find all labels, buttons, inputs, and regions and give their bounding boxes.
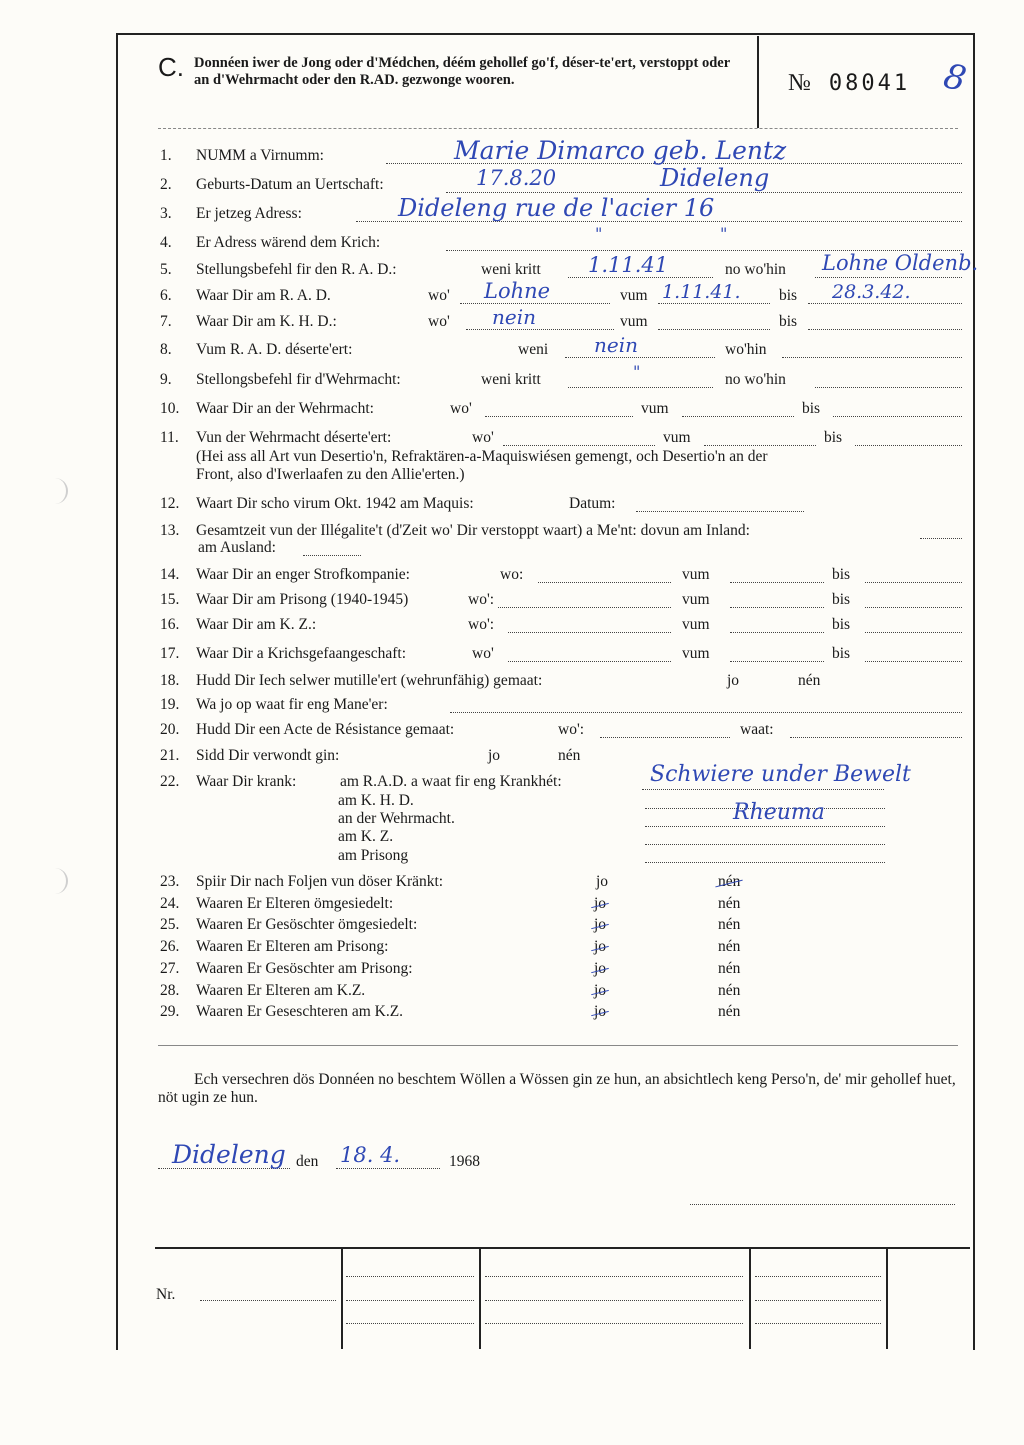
handwritten-rad-to: 28.3.42. [832, 281, 911, 303]
khd-from-field[interactable] [658, 329, 770, 330]
kz-to-field[interactable] [865, 632, 962, 633]
footer-cell[interactable] [755, 1323, 881, 1324]
illness-sub-label: am K. Z. [338, 828, 394, 845]
row-5: 5. Stellungsbefehl fir den R. A. D.: weni kritt no wo'hin [160, 261, 962, 279]
row-2: 2. Geburts-Datum an Uertschaft: [160, 176, 962, 194]
wehrmacht-desert-where-field[interactable] [503, 445, 655, 446]
no-option-struck[interactable]: nén [718, 873, 741, 890]
row-label: Hudd Dir Iech selwer mutille'ert (wehrunfähig) gemaat: [196, 672, 543, 689]
questions-separator [158, 1045, 958, 1046]
row-29: 29. Waaren Er Geseschteren am K.Z. nén [160, 1003, 741, 1020]
handwritten-khd: nein [492, 305, 536, 329]
section-letter: C. [158, 52, 184, 82]
strafkompanie-to-field[interactable] [865, 582, 962, 583]
row-label: Er Adress wärend dem Krich: [196, 234, 381, 251]
pow-where-field[interactable] [508, 661, 671, 662]
footer-col-rule [886, 1249, 888, 1349]
illness-sub-label: am K. H. D. [338, 792, 414, 809]
wehrmacht-to-field[interactable] [833, 416, 962, 417]
row-label: NUMM a Virnumm: [196, 147, 324, 164]
abroad-field[interactable] [303, 555, 361, 556]
yes-option-struck[interactable]: jo [594, 960, 607, 977]
footer-top-rule [155, 1247, 970, 1249]
handwritten-mark: 8 [940, 56, 970, 100]
no-option[interactable]: nén [558, 747, 581, 764]
row-label: Waaren Er Elteren am Prisong: [196, 938, 389, 955]
illness-sub-label: am Prisong [338, 847, 409, 864]
rad-date-field[interactable] [568, 277, 713, 278]
footer-cell[interactable] [755, 1300, 881, 1301]
handwritten-illness: Schwiere under Bewelt [650, 762, 911, 787]
yes-option-struck[interactable]: jo [594, 1003, 607, 1020]
handwritten-rad-served: Lohne [484, 279, 551, 303]
footer-cell[interactable] [346, 1323, 474, 1324]
row-label: Stellongsbefehl fir d'Wehrmacht: [196, 371, 401, 388]
illness-sub-label: an der Wehrmacht. [338, 810, 455, 827]
row-4: 4. Er Adress wärend dem Krich: [160, 234, 962, 252]
illness-field[interactable] [642, 789, 884, 790]
illness-field[interactable] [645, 862, 885, 863]
row-label: Waar Dir am Prisong (1940-1945) [196, 591, 409, 608]
footer-col-rule [479, 1249, 481, 1349]
row-24: 24. Waaren Er Elteren ömgesiedelt: nén [160, 895, 741, 912]
row-13-abroad: am Ausland: [198, 539, 276, 556]
row-label: Stellungsbefehl fir den R. A. D.: [196, 261, 397, 278]
row-28: 28. Waaren Er Elteren am K.Z. nén [160, 982, 741, 999]
yes-option-struck[interactable]: jo [594, 938, 607, 955]
footer-cell[interactable] [485, 1323, 743, 1324]
row-label: Geburts-Datum an Uertschaft: [196, 176, 384, 193]
footer-cell[interactable] [346, 1276, 474, 1277]
resistance-where-field[interactable] [600, 737, 730, 738]
prison-where-field[interactable] [498, 607, 671, 608]
footer-cell[interactable] [755, 1276, 881, 1277]
row-label: Wa jo op waat fir eng Mane'er: [196, 696, 388, 713]
pow-from-field[interactable] [730, 661, 824, 662]
rad-where-field[interactable] [815, 277, 962, 278]
handwritten-rad-date: 1.11.41 [588, 253, 669, 277]
row-17: 17. Waar Dir a Krichsgefaangeschaft: wo' vum bis [160, 645, 962, 663]
rad-to-field[interactable] [808, 303, 962, 304]
row-15: 15. Waar Dir am Prisong (1940-1945) wo': vum bis [160, 591, 962, 609]
maquis-date-field[interactable] [636, 511, 804, 512]
footer-cell[interactable] [485, 1276, 743, 1277]
wehrmacht-served-field[interactable] [485, 416, 633, 417]
yes-option[interactable]: jo [596, 873, 609, 890]
row-label: Waar Dir am R. A. D. [196, 287, 331, 304]
wehrmacht-order-field[interactable] [568, 387, 713, 388]
footer-col-rule [341, 1249, 343, 1349]
row-label: Waaren Er Gesöschter ömgesiedelt: [196, 916, 418, 933]
row-16: 16. Waar Dir am K. Z.: wo': vum bis [160, 616, 962, 634]
no-option[interactable]: nén [718, 916, 741, 933]
yes-option-struck[interactable]: jo [594, 895, 607, 912]
section-title: Donnéen iwer de Jong oder d'Médchen, déém gehollef go'f, déser-te'ert, verstoppt oder an d'Wehrmacht oder den R.AD. gezwonge wooren. [194, 55, 730, 88]
resistance-what-field[interactable] [790, 737, 962, 738]
row-21: 21. Sidd Dir verwondt gin: jo nén [160, 747, 581, 764]
rad-from-field[interactable] [658, 303, 770, 304]
footer-nr-field[interactable] [200, 1300, 336, 1301]
kz-from-field[interactable] [730, 632, 824, 633]
birth-field[interactable] [446, 192, 962, 193]
handwritten-illness-2: Rheuma [733, 800, 825, 825]
day-month-field[interactable] [336, 1168, 440, 1169]
row-25: 25. Waaren Er Gesöschter ömgesiedelt: nén [160, 916, 741, 933]
punch-hole [52, 478, 68, 504]
row-3: 3. Er jetzeg Adress: [160, 205, 962, 223]
khd-where-field[interactable] [466, 329, 614, 330]
no-option[interactable]: nén [718, 895, 741, 912]
rad-served-field[interactable] [460, 303, 610, 304]
inland-field[interactable] [920, 538, 962, 539]
handwritten-rad-where: Lohne Oldenb. [822, 251, 979, 275]
number-sign: № [788, 70, 811, 96]
no-option[interactable]: nén [718, 938, 741, 955]
row-label: Waar Dir am K. Z.: [196, 616, 317, 633]
row-label: Waar Dir am K. H. D.: [196, 313, 337, 330]
row-19: 19. Wa jo op waat fir eng Mane'er: [160, 696, 962, 714]
row-6: 6. Waar Dir am R. A. D. wo' vum bis [160, 287, 962, 305]
row-label: Gesamtzeit vun der Illégalite't (d'Zeit wo' Dir verstoppt waart) a Me'nt: dovun am Inland: [196, 522, 750, 539]
illness-field[interactable] [645, 826, 885, 827]
yes-option[interactable]: jo [488, 747, 501, 764]
date-year: 1968 [449, 1153, 480, 1170]
row-12: 12. Waart Dir scho virum Okt. 1942 am Maquis: Datum: [160, 495, 962, 513]
row-11-note: (Hei ass all Art vun Desertio'n, Refraktären-a-Maquiswiésen gemengt, och Desertio'n an der [196, 448, 768, 465]
row-label: Waaren Er Elteren am K.Z. [196, 982, 366, 999]
illness-field[interactable] [645, 844, 885, 845]
wehrmacht-desert-to-field[interactable] [855, 445, 962, 446]
row-13: 13. Gesamtzeit vun der Illégalite't (d'Zeit wo' Dir verstoppt waart) a Me'nt: dovun am Inland: [160, 522, 962, 540]
row-20: 20. Hudd Dir een Acte de Résistance gemaat: wo': waat: [160, 721, 962, 739]
row-label: Waar Dir a Krichsgefaangeschaft: [196, 645, 407, 662]
footer-cell[interactable] [346, 1300, 474, 1301]
handwritten-rad-from: 1.11.41. [662, 281, 741, 303]
handwritten-ditto: " [633, 362, 641, 381]
row-27: 27. Waaren Er Gesöschter am Prisong: nén [160, 960, 741, 977]
row-label: Er jetzeg Adress: [196, 205, 302, 222]
footer-cell[interactable] [485, 1300, 743, 1301]
date-den-label: den [296, 1153, 319, 1170]
row-1: 1. NUMM a Virnumm: [160, 147, 962, 165]
row-11-note: Front, also d'Iwerlaafen zu den Allie'erten.) [196, 466, 465, 483]
row-10: 10. Waar Dir an der Wehrmacht: wo' vum bis [160, 400, 962, 418]
yes-option-struck[interactable]: jo [594, 982, 607, 999]
row-8: 8. Vum R. A. D. déserte'ert: weni wo'hin [160, 341, 962, 359]
row-label: Sidd Dir verwondt gin: [196, 747, 340, 764]
row-label: Waaren Er Geseschteren am K.Z. [196, 1003, 404, 1020]
wehrmacht-desert-from-field[interactable] [704, 445, 816, 446]
row-label: Vun der Wehrmacht déserte'ert: [196, 429, 392, 446]
no-option[interactable]: nén [718, 1003, 741, 1020]
row-label: Waaren Er Elteren ömgesiedelt: [196, 895, 394, 912]
form-number [788, 70, 910, 97]
how-field[interactable] [450, 712, 962, 713]
handwritten-ditto: " [720, 224, 728, 243]
row-label: Waar Dir krank: [196, 773, 297, 790]
pow-to-field[interactable] [865, 661, 962, 662]
khd-to-field[interactable] [808, 329, 962, 330]
desert-when-field[interactable] [565, 357, 715, 358]
signature-field[interactable] [690, 1204, 955, 1205]
row-23: 23. Spiir Dir nach Foljen vun döser Kränkt: jo [160, 873, 609, 890]
handwritten-name: Marie Dimarco geb. Lentz [454, 136, 787, 165]
row-26: 26. Waaren Er Elteren am Prisong: nén [160, 938, 741, 955]
row-9: 9. Stellongsbefehl fir d'Wehrmacht: weni kritt no wo'hin [160, 371, 962, 389]
no-option[interactable]: nén [798, 672, 821, 689]
prison-to-field[interactable] [865, 607, 962, 608]
kz-where-field[interactable] [508, 632, 671, 633]
yes-option[interactable]: jo [727, 672, 740, 689]
header-divider [757, 36, 759, 128]
row-label: Waar Dir an enger Strofkompanie: [196, 566, 410, 583]
prison-from-field[interactable] [730, 607, 824, 608]
footer-nr-label: Nr. [156, 1286, 176, 1303]
row-18: 18. Hudd Dir Iech selwer mutille'ert (wehrunfähig) gemaat: jo nén [160, 672, 821, 689]
handwritten-day-month: 18. 4. [340, 1143, 401, 1167]
yes-option-struck[interactable]: jo [594, 916, 607, 933]
strafkompanie-from-field[interactable] [730, 582, 824, 583]
row-label: Waart Dir scho virum Okt. 1942 am Maquis: [196, 495, 474, 512]
row-22: 22. Waar Dir krank: am R.A.D. a waat fir eng Krankhét: [160, 773, 962, 791]
wehrmacht-where-field[interactable] [815, 387, 962, 388]
header-separator [158, 128, 958, 129]
row-label: Spiir Dir nach Foljen vun döser Kränkt: [196, 873, 444, 890]
footer-col-rule [749, 1249, 751, 1349]
row-label: Waaren Er Gesöschter am Prisong: [196, 960, 413, 977]
handwritten-birth-place: Dideleng [660, 164, 770, 192]
handwritten-address: Dideleng rue de l'acier 16 [398, 194, 715, 222]
handwritten-place: Dideleng [172, 1140, 286, 1169]
handwritten-birth-date: 17.8.20 [476, 166, 557, 190]
strafkompanie-where-field[interactable] [538, 582, 671, 583]
no-option[interactable]: nén [718, 960, 741, 977]
row-7: 7. Waar Dir am K. H. D.: wo' vum bis [160, 313, 962, 331]
row-11: 11. Vun der Wehrmacht déserte'ert: wo' vum bis [160, 429, 962, 447]
punch-hole [52, 868, 68, 894]
row-label: Hudd Dir een Acte de Résistance gemaat: [196, 721, 455, 738]
handwritten-rad-desert: nein [594, 333, 638, 357]
handwritten-ditto: " [595, 224, 603, 243]
row-label: Waar Dir an der Wehrmacht: [196, 400, 374, 417]
no-option[interactable]: nén [718, 982, 741, 999]
declaration-text: Ech versechren dös Donnéen no beschtem Wöllen a Wössen gin ze hun, an absichtlech keng Perso'n, de' mir gehollef huet, nöt ugin ze hun. [158, 1071, 956, 1106]
row-label: Vum R. A. D. déserte'ert: [196, 341, 353, 358]
wehrmacht-from-field[interactable] [682, 416, 794, 417]
row-14: 14. Waar Dir an enger Strofkompanie: wo: vum bis [160, 566, 962, 584]
desert-where-field[interactable] [782, 357, 962, 358]
form-number-value: 08041 [828, 71, 911, 96]
